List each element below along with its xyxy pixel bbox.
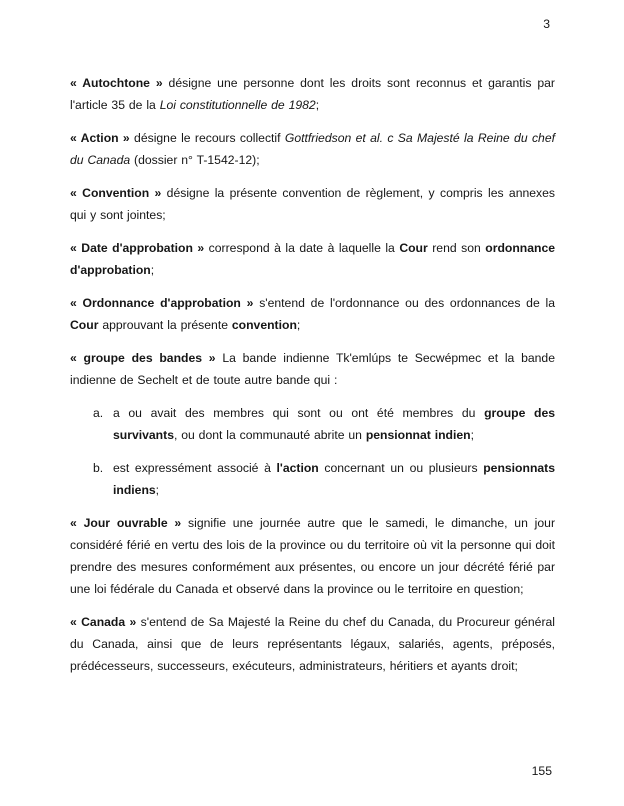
text-run-regular: s'entend de l'ordonnance ou des ordonnances de la	[253, 296, 555, 310]
list-item-text	[113, 402, 555, 446]
definition-canada	[70, 611, 555, 677]
list-item-text	[113, 457, 555, 501]
text-run-regular: , ou dont la communauté abrite un	[173, 428, 366, 442]
text-run-bold: « Convention »	[70, 186, 162, 200]
text-run-regular: ;	[470, 428, 474, 442]
text-run-regular: (dossier n° T-1542-12);	[130, 153, 260, 167]
text-run-bold: groupe des survivants	[113, 406, 556, 442]
text-run-italic: Gottfriedson et al. c Sa Majesté la Reine du chef du Canada	[70, 131, 555, 167]
text-run-bold: Cour	[399, 241, 428, 255]
list-marker: b.	[93, 461, 104, 475]
definition-date-approbation	[70, 237, 555, 281]
definition-action	[70, 127, 555, 171]
text-run-regular: ;	[296, 318, 301, 332]
text-run-regular: ;	[315, 98, 320, 112]
text-run-regular: désigne une personne dont les droits sont reconnus et garantis par l'article 35 de la	[70, 76, 555, 112]
text-run-italic: Loi constitutionnelle de 1982	[159, 98, 316, 112]
text-run-regular: s'entend de Sa Majesté la Reine du chef du Canada, du Procureur général du Canada, ainsi que de leurs représentants légaux, salariés, agents, préposés, prédécesseurs, successeurs, exécuteurs, administrateurs, héritiers et ayants droit;	[70, 615, 555, 673]
definition-groupe-des-bandes	[70, 347, 555, 391]
text-run-bold: « Ordonnance d'approbation »	[70, 296, 254, 310]
text-run-regular: signifie une journée autre que le samedi, le dimanche, un jour considéré férié en vertu des lois de la province ou du territoire où vit la personne qui doit prendre des mesures conformément aux présentes, ou encore un jour décrété férié par une loi fédérale du Canada et observé dans la province ou le territoire en question;	[70, 516, 556, 596]
definition-convention	[70, 182, 555, 226]
definition-jour-ouvrable	[70, 512, 555, 600]
text-run-bold: pensionnat indien	[365, 428, 471, 442]
text-run-bold: l'action	[276, 461, 319, 475]
page-number-bottom: 155	[531, 764, 552, 778]
text-run-regular: désigne le recours collectif	[129, 131, 285, 145]
text-run-regular: a ou avait des membres qui sont ou ont été membres du	[113, 406, 485, 420]
text-run-regular: La bande indienne Tk'emlúps te Secwépmec et la bande indienne de Sechelt et de toute autre bande qui :	[70, 351, 555, 387]
text-run-regular: est expressément associé à	[113, 461, 277, 475]
text-run-bold: « Canada »	[70, 615, 137, 629]
text-run-bold: Cour	[70, 318, 99, 332]
text-run-bold: « Action »	[70, 131, 130, 145]
text-run-regular: concernant un ou plusieurs	[318, 461, 484, 475]
text-run-bold: ordonnance d'approbation	[70, 241, 555, 277]
definition-ordonnance-approbation	[70, 292, 555, 336]
list-item-a	[93, 402, 555, 446]
text-run-regular: ;	[150, 263, 155, 277]
document-body	[70, 72, 555, 677]
text-run-regular: ;	[155, 483, 160, 497]
list-item-b	[93, 457, 555, 501]
text-run-regular: rend son	[427, 241, 486, 255]
text-run-bold: convention	[231, 318, 297, 332]
text-run-bold: pensionnats indiens	[113, 461, 555, 497]
page-number-top: 3	[543, 17, 550, 31]
text-run-regular: correspond à la date à laquelle la	[204, 241, 400, 255]
text-run-bold: « Date d'approbation »	[70, 241, 205, 255]
text-run-regular: approuvant la présente	[98, 318, 232, 332]
text-run-bold: « Autochtone »	[70, 76, 163, 90]
list-marker: a.	[93, 406, 104, 420]
text-run-bold: « Jour ouvrable »	[70, 516, 182, 530]
text-run-bold: « groupe des bandes »	[70, 351, 216, 365]
definition-autochtone	[70, 72, 555, 116]
text-run-regular: désigne la présente convention de règlement, y compris les annexes qui y sont jointes;	[70, 186, 556, 222]
